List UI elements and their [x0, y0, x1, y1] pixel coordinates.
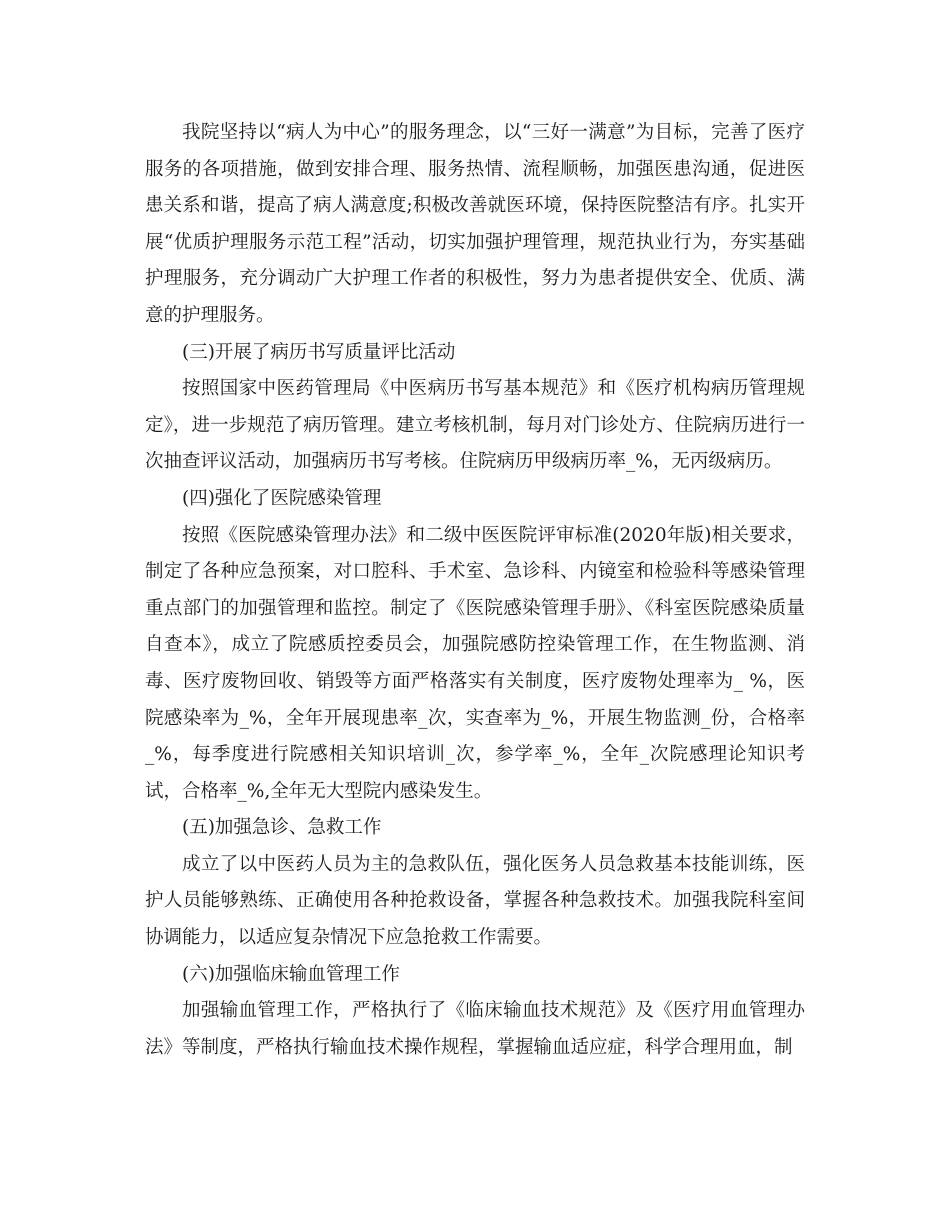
paragraph-emergency: 成立了以中医药人员为主的急救队伍，强化医务人员急救基本技能训练，医护人员能够熟练、正确使用各种抢救设备，掌握各种急救技术。加强我院科室间协调能力，以适应复杂情况下应急抢救工作需要。	[145, 853, 805, 949]
section-heading-emergency: (五)加强急诊、急救工作	[182, 817, 382, 839]
paragraph-medical-records: 按照国家中医药管理局《中医病历书写基本规范》和《医疗机构病历管理规定》，进一步规范了病历管理。建立考核机制，每月对门诊处方、住院病历进行一次抽查评议活动，加强病历书写考核。住院病历甲级病历率_%，无丙级病历。	[145, 378, 805, 473]
paragraph-blood-transfusion: 加强输血管理工作，严格执行了《临床输血技术规范》及《医疗用血管理办法》等制度，严格执行输血技术操作规程，掌握输血适应症，科学合理用血，制	[145, 1000, 805, 1058]
document-page	[145, 115, 805, 1066]
paragraph-infection-control: 按照《医院感染管理办法》和二级中医医院评审标准(2020年版)相关要求，制定了各种应急预案，对口腔科、手术室、急诊科、内镜室和检验科等感染管理重点部门的加强管理和监控。制定了《医院感染管理手册》、《科室医院感染质量自查本》，成立了院感质控委员会，加强院感防控染管理工作，在生物监测、消毒、医疗废物回收、销毁等方面严格落实有关制度，医疗废物处理率为_ %，医院感染率为_%，全年开展现患率_次，实查率为_%，开展生物监测_份，合格率_%，每季度进行院感相关知识培训_次，参学率_%，全年_次院感理论知识考试，合格率_%,全年无大型院内感染发生。	[145, 524, 805, 802]
section-heading-infection-control: (四)强化了医院感染管理	[182, 487, 382, 509]
paragraph-patient-service: 我院坚持以“病人为中心”的服务理念，以“三好一满意”为目标，完善了医疗服务的各项措施，做到安排合理、服务热情、流程顺畅，加强医患沟通，促进医患关系和谐，提高了病人满意度;积极改善就医环境，保持医院整洁有序。扎实开展“优质护理服务示范工程”活动，切实加强护理管理，规范执业行为，夯实基础护理服务，充分调动广大护理工作者的积极性，努力为患者提供安全、优质、满意的护理服务。	[145, 122, 805, 326]
section-heading-blood-transfusion: (六)加强临床输血管理工作	[182, 963, 400, 985]
section-heading-medical-records: (三)开展了病历书写质量评比活动	[182, 341, 456, 363]
